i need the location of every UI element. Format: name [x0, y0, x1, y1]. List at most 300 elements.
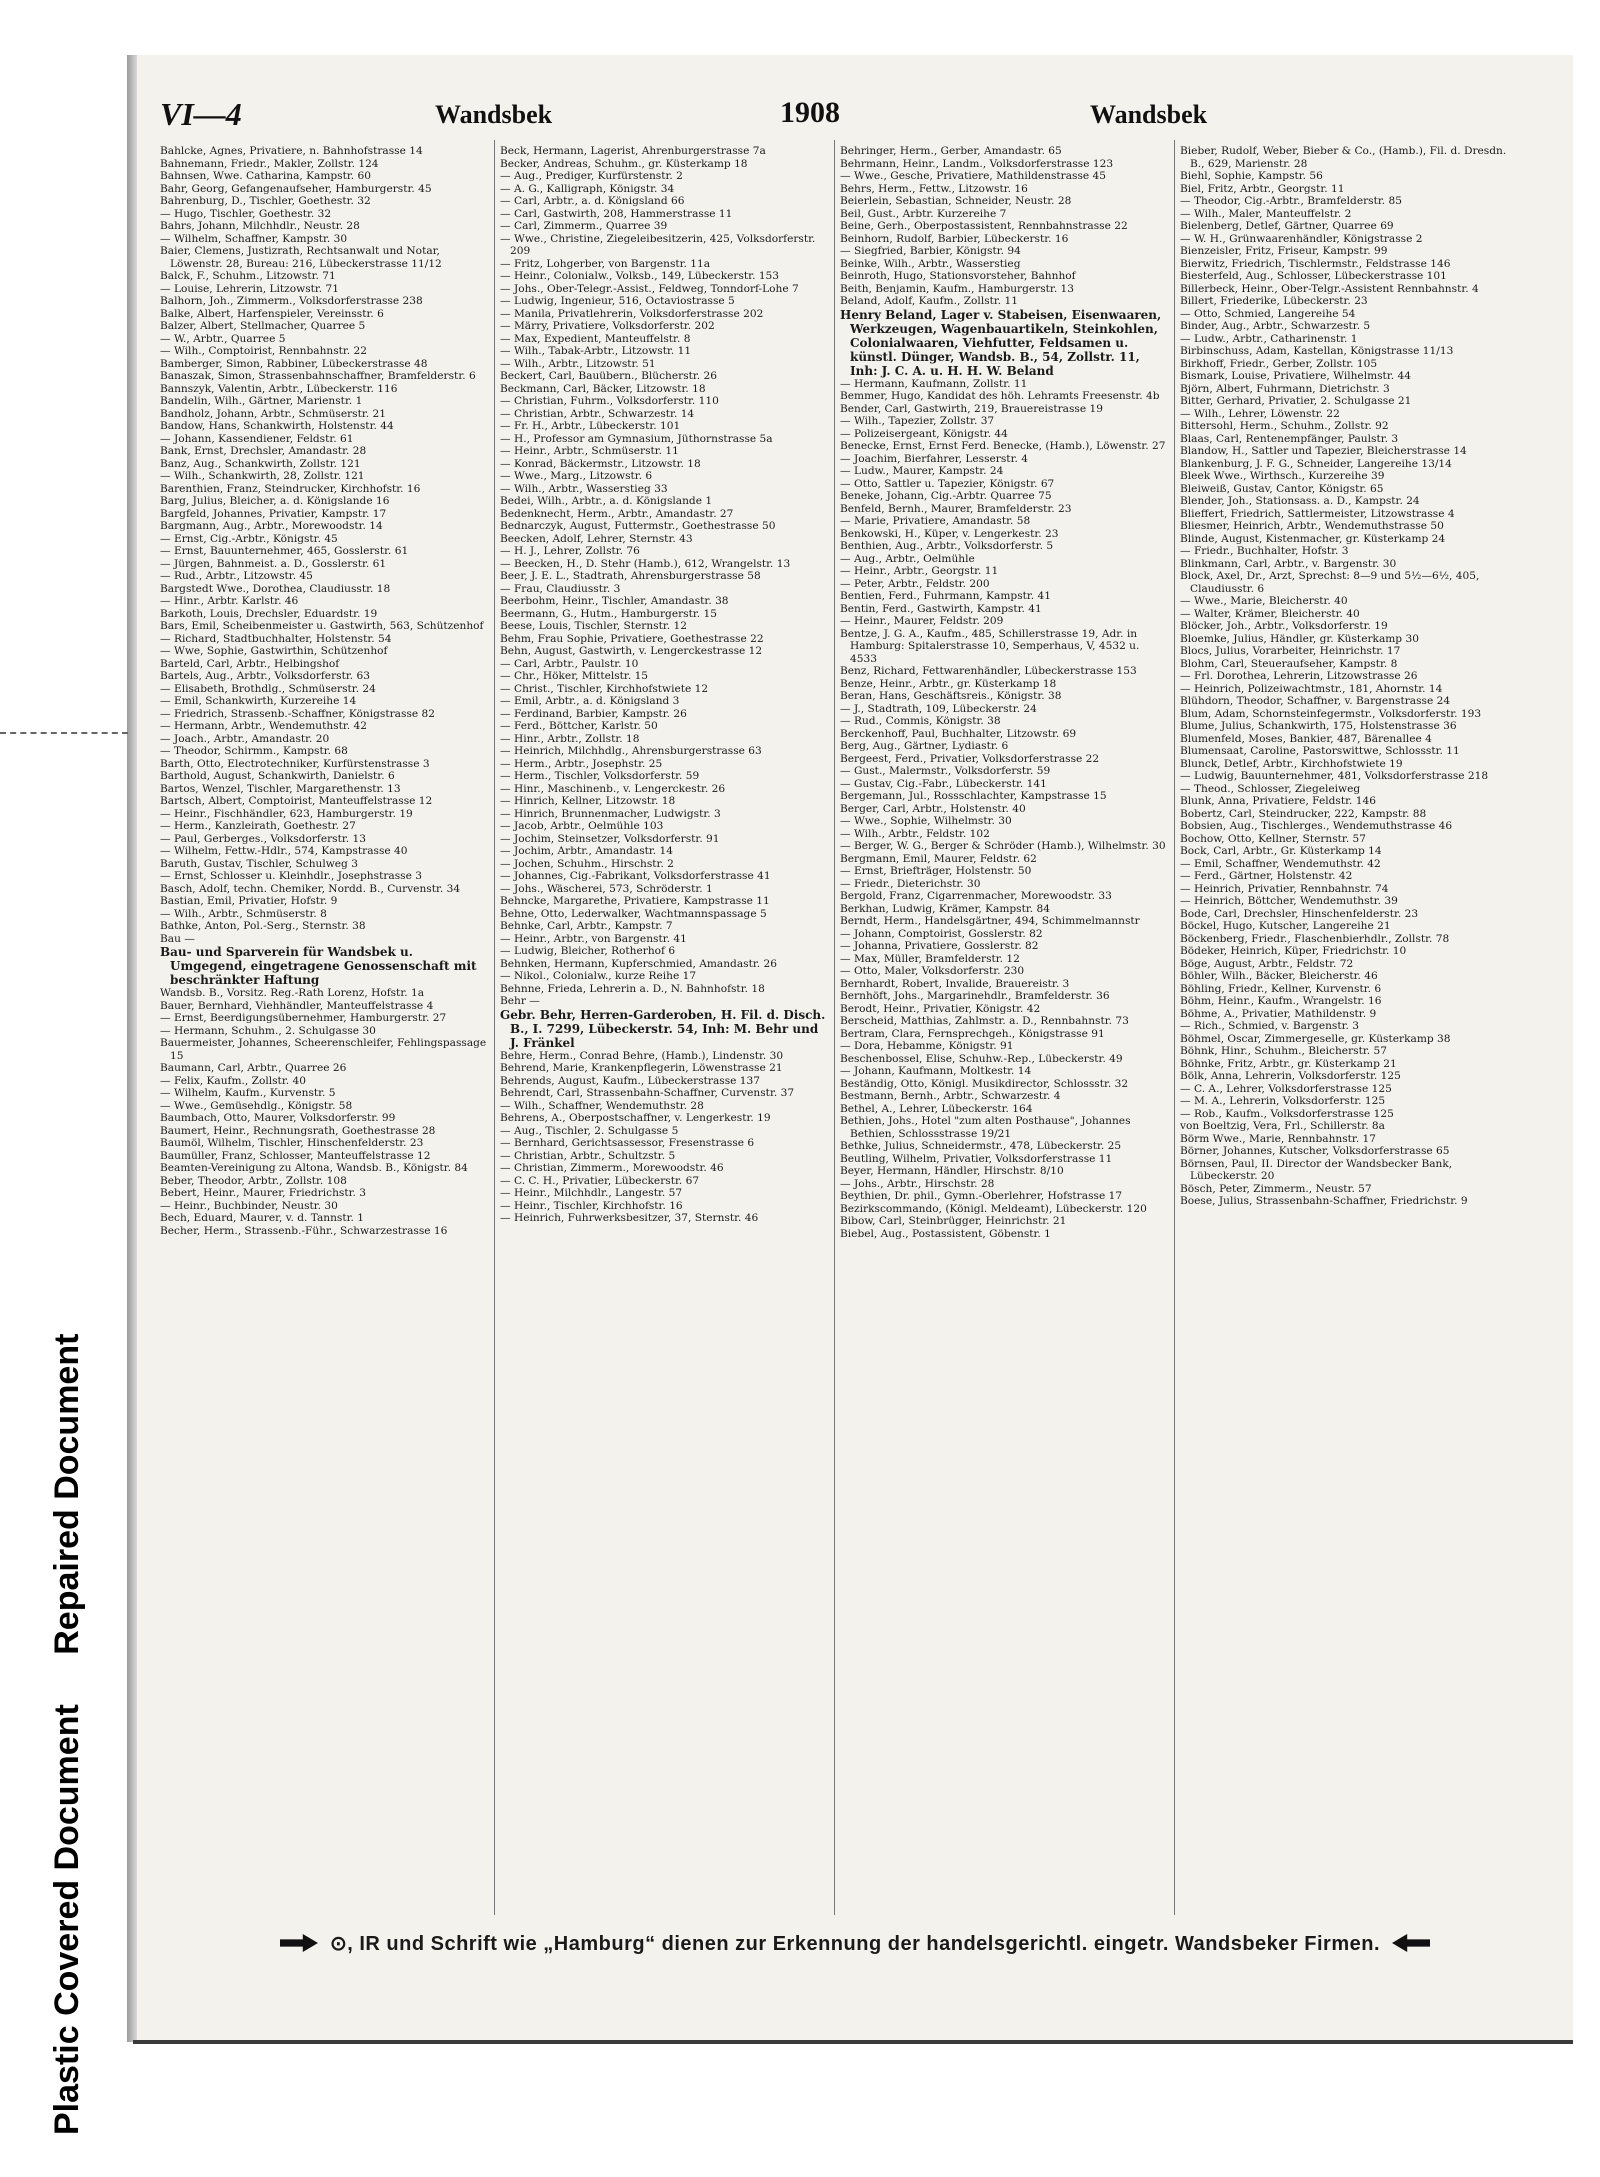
directory-entry: Binder, Aug., Arbtr., Schwarzestr. 5 [1180, 320, 1371, 332]
directory-entry: — Christian, Zimmerm., Morewoodstr. 46 [500, 1162, 724, 1174]
directory-entry: Beerbohm, Heinr., Tischler, Amandastr. 38 [500, 595, 729, 607]
directory-entry: Blöcker, Joh., Arbtr., Volksdorferstr. 19 [1180, 620, 1388, 632]
directory-entry: Berger, Carl, Arbtr., Holstenstr. 40 [840, 802, 1026, 815]
directory-entry: Behnken, Hermann, Kupferschmied, Amandastr. 26 [500, 957, 777, 970]
directory-entry: Beith, Benjamin, Kaufm., Hamburgerstr. 13 [840, 282, 1075, 295]
directory-entry: Bentin, Ferd., Gastwirth, Kampstr. 41 [840, 602, 1042, 615]
directory-entry: — Friedrich, Strassenb.-Schaffner, Königstrasse 82 [160, 707, 435, 720]
directory-entry: Blinde, August, Kistenmacher, gr. Küsterkamp 24 [1180, 532, 1446, 545]
directory-entry: — Emil, Arbtr., a. d. Königsland 3 [500, 695, 680, 707]
directory-entry: — Jochim, Steinsetzer, Volksdorferstr. 91 [500, 832, 720, 845]
directory-entry: — C. C. H., Privatier, Lübeckerstr. 67 [500, 1174, 700, 1187]
directory-entry: — Christian, Arbtr., Schwarzestr. 14 [500, 407, 695, 420]
directory-entry: Beecken, Adolf, Lehrer, Sternstr. 43 [500, 532, 693, 545]
directory-entry: Benfeld, Bernh., Maurer, Bramfelderstr. 23 [840, 502, 1072, 515]
footer-note: ⊙, IR und Schrift wie „Hamburg“ dienen zur Erkennung der handelsgerichtl. eingetr. Wandsbeker Firmen. [329, 1932, 1380, 1955]
page-footer [160, 1925, 1550, 1961]
directory-entry: Beran, Hans, Geschäftsreis., Königstr. 38 [840, 690, 1062, 702]
directory-entry: Bittersohl, Herm., Schuhm., Zollstr. 92 [1180, 420, 1389, 432]
directory-entry: — Max, Expedient, Manteuffelstr. 8 [500, 332, 691, 345]
directory-entry: — Carl, Arbtr., a. d. Königsland 66 [500, 195, 685, 207]
directory-entry: — Heinr., Fischhändler, 623, Hamburgerstr. 19 [160, 807, 413, 820]
directory-entry: — Berger, W. G., Berger & Schröder (Hamb.), Wilhelmstr. 30 [840, 840, 1166, 852]
directory-entry: — Ernst, Schlosser u. Kleinhdlr., Josephstrasse 3 [160, 870, 422, 882]
directory-entry: Bernhardt, Robert, Invalide, Brauereistr. 3 [840, 977, 1070, 990]
directory-entry: — Carl, Zimmerm., Quarree 39 [500, 220, 668, 232]
directory-entry: Beland, Adolf, Kaufm., Zollstr. 11 [840, 295, 1019, 307]
directory-entry: Bleek Wwe., Wirthsch., Kurzereihe 39 [1180, 470, 1385, 482]
directory-entry: Bock, Carl, Arbtr., Gr. Küsterkamp 14 [1180, 845, 1382, 857]
directory-entry: Behrends, August, Kaufm., Lübeckerstrasse 137 [500, 1074, 761, 1087]
directory-entry: — Joachim, Bierfahrer, Lesserstr. 4 [840, 452, 1028, 465]
directory-entry: — Polizeisergeant, Königstr. 44 [840, 427, 1008, 440]
directory-entry: Basch, Adolf, techn. Chemiker, Nordd. B., Curvenstr. 34 [160, 882, 461, 895]
directory-entry: Blumenfeld, Moses, Bankier, 487, Bärenallee 4 [1180, 732, 1432, 745]
cut-line [0, 732, 128, 734]
directory-entry: — Wilh., Tabak-Arbtr., Litzowstr. 11 [500, 345, 692, 357]
directory-entry: — Aug., Arbtr., Oelmühle [840, 552, 975, 565]
directory-entry: Böhling, Friedr., Kellner, Kurvenstr. 6 [1180, 982, 1382, 995]
binding-fold [127, 55, 137, 2042]
running-title-right: Wandsbek [1090, 100, 1208, 129]
directory-entry: — Ernst, Bauunternehmer, 465, Gosslerstr. 61 [160, 545, 409, 557]
directory-entry: Wandsb. B., Vorsitz. Reg.-Rath Lorenz, Hofstr. 1a [160, 987, 425, 999]
directory-entry: Bibow, Carl, Steinbrügger, Heinrichstr. 21 [840, 1215, 1067, 1227]
directory-entry: — Hinr., Maschinenb., v. Lengerckestr. 26 [500, 782, 726, 795]
directory-entry: — Otto, Sattler u. Tapezier, Königstr. 67 [840, 477, 1055, 490]
directory-entry: — Jürgen, Bahnmeist. a. D., Gosslerstr. 61 [160, 557, 387, 570]
directory-entry: Behr — [500, 995, 540, 1007]
directory-entry: Benthien, Aug., Arbtr., Volksdorferstr. 5 [840, 540, 1054, 552]
directory-entry: Blohm, Carl, Steueraufseher, Kampstr. 8 [1180, 657, 1398, 670]
directory-entry: Barenthien, Franz, Steindrucker, Kirchhofstr. 16 [160, 482, 421, 495]
directory-entry: — Emil, Schankwirth, Kurzereihe 14 [160, 695, 357, 707]
directory-entry: — M. A., Lehrerin, Volksdorferstr. 125 [1180, 1095, 1386, 1107]
directory-entry: Bathke, Anton, Pol.-Serg., Sternstr. 38 [160, 920, 366, 932]
directory-entry: Beer, J. E. L., Stadtrath, Ahrensburgerstrasse 58 [500, 570, 761, 582]
directory-entry: Bergemann, Jul., Rossschlachter, Kampstrasse 15 [840, 790, 1107, 802]
directory-entry: — Gustav, Cig.-Fabr., Lübeckerstr. 141 [840, 777, 1047, 790]
directory-entry: — Theodor, Cig.-Arbtr., Bramfelderstr. 85 [1180, 195, 1402, 207]
directory-column-3 [840, 145, 1168, 1915]
directory-entry: Bahnemann, Friedr., Makler, Zollstr. 124 [160, 157, 379, 170]
directory-entry: Henry Beland, Lager v. Stabeisen, Eisenwaaren, Werkzeugen, Wagenbauartikeln, Steinkohlen, Colonialwaaren, Viehfutter, Feldsamen u. künstl. Dünger, Wandsb. B., 54, Zollstr. 11, Inh: J. C. A. u. H. H. W. Beland [840, 307, 1162, 378]
directory-entry: — Wwe., Christine, Ziegeleibesitzerin, 425, Volksdorferstr. 209 [500, 232, 816, 257]
directory-entry: — Heinr., Arbtr., von Bargenstr. 41 [500, 932, 687, 945]
directory-entry: Birbinschuss, Adam, Kastellan, Königstrasse 11/13 [1180, 345, 1454, 357]
directory-entry: Bliesmer, Heinrich, Arbtr., Wendemuthstrasse 50 [1180, 520, 1444, 532]
directory-column-4 [1180, 145, 1508, 1915]
directory-entry: — Heinrich, Polizeiwachtmstr., 181, Ahornstr. 14 [1180, 682, 1443, 695]
directory-entry: — Wwe., Gemüsehdlg., Königstr. 58 [160, 1099, 353, 1112]
directory-entry: Beierlein, Sebastian, Schneider, Neustr. 28 [840, 195, 1072, 207]
directory-entry: Bahlcke, Agnes, Privatiere, n. Bahnhofstrasse 14 [160, 145, 423, 157]
directory-entry: — Wilhelm, Kaufm., Kurvenstr. 5 [160, 1087, 336, 1099]
directory-entry: Behringer, Herm., Gerber, Amandastr. 65 [840, 145, 1062, 157]
directory-entry: Bednarczyk, August, Futtermstr., Goethestrasse 50 [500, 520, 776, 532]
directory-entry: — Johann, Kaufmann, Moltkestr. 14 [840, 1065, 1032, 1077]
directory-entry: Balzer, Albert, Stellmacher, Quarree 5 [160, 320, 366, 332]
directory-entry: Beamten-Vereinigung zu Altona, Wandsb. B., Königstr. 84 [160, 1162, 468, 1174]
directory-entry: Bahrs, Johann, Milchhdlr., Neustr. 28 [160, 220, 360, 232]
directory-entry: — Jochim, Arbtr., Amandastr. 14 [500, 845, 674, 857]
directory-entry: — Heinrich, Privatier, Rennbahnstr. 74 [1180, 882, 1389, 895]
directory-entry: Behnke, Carl, Arbtr., Kampstr. 7 [500, 920, 673, 932]
directory-entry: Bergeest, Ferd., Privatier, Volksdorferstrasse 22 [840, 752, 1100, 765]
directory-entry: — Wilh., Arbtr., Feldstr. 102 [840, 827, 990, 840]
directory-entry: — Hermann, Schuhm., 2. Schulgasse 30 [160, 1024, 376, 1037]
directory-entry: Börner, Johannes, Kutscher, Volksdorferstrasse 65 [1180, 1145, 1450, 1157]
directory-entry: Blühdorn, Theodor, Schaffner, v. Bargenstrasse 24 [1180, 695, 1451, 707]
directory-entry: Boese, Julius, Strassenbahn-Schaffner, Friedrichstr. 9 [1180, 1195, 1468, 1207]
directory-entry: Billert, Friederike, Lübeckerstr. 23 [1180, 295, 1368, 307]
directory-entry: — Heinr., Milchhdlr., Langestr. 57 [500, 1187, 683, 1199]
directory-entry: — Heinr., Maurer, Feldstr. 209 [840, 615, 1004, 627]
directory-entry: Bender, Carl, Gastwirth, 219, Brauereistrasse 19 [840, 402, 1103, 415]
directory-entry: Bethel, A., Lehrer, Lübeckerstr. 164 [840, 1102, 1033, 1115]
page-header [160, 96, 1560, 140]
directory-entry: Behrmann, Heinr., Landm., Volksdorferstrasse 123 [840, 157, 1114, 170]
directory-entry: — Heinr., Tischler, Kirchhofstr. 16 [500, 1199, 683, 1212]
running-title-left: Wandsbek [435, 100, 553, 129]
directory-entry: — Max, Müller, Bramfelderstr. 12 [840, 952, 1020, 965]
directory-entry: — Heinr., Buchbinder, Neustr. 30 [160, 1199, 338, 1212]
directory-entry: Böhm, Heinr., Kaufm., Wrangelstr. 16 [1180, 995, 1382, 1007]
directory-entry: Blankenburg, J. F. G., Schneider, Langereihe 13/14 [1180, 457, 1452, 470]
directory-entry: — W., Arbtr., Quarree 5 [160, 332, 286, 345]
directory-entry: — Friedr., Buchhalter, Hofstr. 3 [1180, 545, 1349, 557]
directory-entry: — Chr., Höker, Mittelstr. 15 [500, 670, 649, 682]
directory-entry: Böhler, Wilh., Bäcker, Bleicherstr. 46 [1180, 970, 1378, 982]
directory-entry: Balke, Albert, Harfenspieler, Vereinsstr. 6 [160, 307, 384, 320]
directory-entry: — Louise, Lehrerin, Litzowstr. 71 [160, 282, 340, 295]
directory-entry: Beber, Theodor, Arbtr., Zollstr. 108 [160, 1174, 347, 1187]
directory-entry: — Ludwig, Bauunternehmer, 481, Volksdorferstrasse 218 [1180, 770, 1489, 782]
directory-entry: Bode, Carl, Drechsler, Hinschenfelderstr. 23 [1180, 907, 1419, 920]
directory-entry: Balhorn, Joh., Zimmerm., Volksdorferstrasse 238 [160, 295, 423, 307]
directory-entry: Bedenknecht, Herm., Arbtr., Amandastr. 27 [500, 507, 734, 520]
directory-entry: Böckel, Hugo, Kutscher, Langereihe 21 [1180, 920, 1391, 932]
directory-entry: — Manila, Privatlehrerin, Volksdorferstrasse 202 [500, 307, 764, 320]
directory-entry: Bloemke, Julius, Händler, gr. Küsterkamp 30 [1180, 632, 1419, 645]
directory-entry: Bleiweiß, Gustav, Cantor, Königstr. 65 [1180, 482, 1384, 495]
directory-entry: — Hinr., Arbtr., Zollstr. 18 [500, 732, 640, 745]
directory-entry: Bierwitz, Friedrich, Tischlermstr., Feldstrasse 146 [1180, 257, 1451, 270]
directory-entry: Beil, Gust., Arbtr. Kurzereihe 7 [840, 207, 1007, 220]
directory-entry: Baumert, Heinr., Rechnungsrath, Goethestrasse 28 [160, 1124, 436, 1137]
directory-entry: Becker, Andreas, Schuhm., gr. Küsterkamp 18 [500, 157, 748, 170]
directory-entry: Berodt, Heinr., Privatier, Königstr. 42 [840, 1002, 1041, 1015]
directory-entry: — Carl, Arbtr., Paulstr. 10 [500, 657, 639, 670]
directory-entry: — Paul, Gerberges., Volksdorferstr. 13 [160, 832, 366, 845]
directory-entry: — Wilh., Comptoirist, Rennbahnstr. 22 [160, 345, 368, 357]
directory-entry: — Heinr., Colonialw., Volksb., 149, Lübeckerstr. 153 [500, 270, 780, 282]
directory-entry: Barthold, August, Schankwirth, Danielstr. 6 [160, 770, 395, 782]
directory-entry: Behrens, A., Oberpostschaffner, v. Lengerkestr. 19 [500, 1112, 771, 1124]
directory-entry: Behrs, Herm., Fettw., Litzowstr. 16 [840, 182, 1028, 195]
directory-entry: Beythien, Dr. phil., Gymn.-Oberlehrer, Hofstrasse 17 [840, 1190, 1123, 1202]
directory-entry: — Wilh., Schaffner, Wendemuthstr. 28 [500, 1099, 704, 1112]
directory-entry: Baruth, Gustav, Tischler, Schulweg 3 [160, 857, 358, 870]
directory-entry: Börnsen, Paul, II. Director der Wandsbecker Bank, Lübeckerstr. 20 [1180, 1157, 1453, 1182]
directory-entry: — Theodor, Schirmm., Kampstr. 68 [160, 745, 348, 757]
directory-entry: — Herm., Arbtr., Josephstr. 25 [500, 757, 663, 770]
side-label [48, 1334, 87, 2135]
directory-entry: — Wilh., Arbtr., Schmüserstr. 8 [160, 907, 327, 920]
directory-entry: Böge, August, Arbtr., Feldstr. 72 [1180, 957, 1354, 970]
directory-entry: — Fritz, Lohgerber, von Bargenstr. 11a [500, 257, 711, 270]
year-heading: 1908 [780, 96, 840, 129]
directory-entry: Behn, August, Gastwirth, v. Lengerckestrasse 12 [500, 645, 763, 657]
directory-entry: — Friedr., Dieterichstr. 30 [840, 877, 981, 890]
directory-entry: Banz, Aug., Schankwirth, Zollstr. 121 [160, 457, 361, 470]
page-number: VI—4 [160, 96, 242, 132]
directory-entry: Bobsien, Aug., Tischlerges., Wendemuthstrasse 46 [1180, 820, 1453, 832]
directory-entry: Behncke, Margarethe, Privatiere, Kampstrasse 11 [500, 895, 770, 907]
directory-entry: Bismark, Louise, Privatiere, Wilhelmstr. 44 [1180, 370, 1411, 382]
directory-entry: Behrend, Marie, Krankenpflegerin, Löwenstrasse 21 [500, 1062, 783, 1074]
directory-entry: Bentien, Ferd., Fuhrmann, Kampstr. 41 [840, 590, 1052, 602]
directory-entry: — Johann, Kassendiener, Feldstr. 61 [160, 432, 354, 445]
directory-entry: Bau — [160, 932, 195, 945]
directory-entry: — Ernst, Briefträger, Holstenstr. 50 [840, 865, 1032, 877]
directory-entry: — Ludwig, Ingenieur, 516, Octaviostrasse 5 [500, 295, 735, 307]
directory-entry: Björn, Albert, Fuhrmann, Dietrichstr. 3 [1180, 382, 1390, 395]
directory-entry: Bochow, Otto, Kellner, Sternstr. 57 [1180, 832, 1367, 845]
directory-entry: Benz, Richard, Fettwarenhändler, Lübeckerstrasse 153 [840, 665, 1137, 677]
directory-entry: — Bernhard, Gerichtsassessor, Fresenstrasse 6 [500, 1137, 755, 1149]
directory-entry: — Ferd., Böttcher, Karlstr. 50 [500, 720, 658, 732]
directory-entry: Bahrenburg, D., Tischler, Goethestr. 32 [160, 195, 371, 207]
directory-entry: Bahnsen, Wwe. Catharina, Kampstr. 60 [160, 170, 371, 182]
directory-entry: Börm Wwe., Marie, Rennbahnstr. 17 [1180, 1132, 1377, 1145]
directory-entry: Bargfeld, Johannes, Privatier, Kampstr. 17 [160, 507, 387, 520]
directory-entry: — Heinr., Arbtr., Georgstr. 11 [840, 565, 999, 577]
directory-entry: Bienzeisler, Fritz, Friseur, Kampstr. 99 [1180, 245, 1388, 257]
directory-entry: Bitter, Gerhard, Privatier, 2. Schulgasse 21 [1180, 395, 1412, 407]
directory-entry: Banaszak, Simon, Strassenbahnschaffner, Bramfelderstr. 6 [160, 370, 476, 382]
directory-entry: — Wilhelm, Schaffner, Kampstr. 30 [160, 232, 348, 245]
directory-entry: — Wilh., Arbtr., Wasserstieg 33 [500, 482, 668, 495]
directory-entry: Birkhoff, Friedr., Gerber, Zollstr. 105 [1180, 357, 1378, 370]
directory-entry: Bauermeister, Johannes, Scheerenschleifer, Fehlingspassage 15 [160, 1037, 487, 1062]
directory-entry: Böckenberg, Friedr., Flaschenbierhdlr., Zollstr. 78 [1180, 932, 1450, 945]
directory-entry: Blandow, H., Sattler und Tapezier, Bleicherstrasse 14 [1180, 445, 1467, 457]
directory-entry: Biel, Fritz, Arbtr., Georgstr. 11 [1180, 182, 1345, 195]
directory-entry: Bieber, Rudolf, Weber, Bieber & Co., (Hamb.), Fil. d. Dresdn. B., 629, Marienstr. 28 [1180, 145, 1507, 170]
directory-entry: — Wilh., Lehrer, Löwenstr. 22 [1180, 407, 1340, 420]
directory-entry: Beckmann, Carl, Bäcker, Litzowstr. 18 [500, 382, 706, 395]
directory-entry: — Johs., Arbtr., Hirschstr. 28 [840, 1177, 995, 1190]
directory-entry: — Otto, Schmied, Langereihe 54 [1180, 307, 1356, 320]
directory-entry: — Heinrich, Böttcher, Wendemuthstr. 39 [1180, 895, 1398, 907]
directory-entry: Blunck, Detlef, Arbtr., Kirchhofstwiete 19 [1180, 757, 1403, 770]
directory-entry: — Wilh., Maler, Manteuffelstr. 2 [1180, 207, 1352, 220]
directory-entry: Barth, Otto, Electrotechniker, Kurfürstenstrasse 3 [160, 757, 430, 770]
directory-entry: — H. J., Lehrer, Zollstr. 76 [500, 545, 640, 557]
directory-entry: Baier, Clemens, Justizrath, Rechtsanwalt und Notar, Löwenstr. 28, Bureau: 216, Lübeckerstrasse 11/12 [160, 245, 442, 270]
directory-entry: Bentze, J. G. A., Kaufm., 485, Schillerstrasse 19, Adr. in Hamburg: Spitalerstrasse 10, Semperhaus, V, 4532 u. 4533 [840, 627, 1140, 665]
directory-entry: — Hermann, Kaufmann, Zollstr. 11 [840, 377, 1028, 390]
directory-entry: Bandelin, Wilh., Gärtner, Marienstr. 1 [160, 395, 363, 407]
directory-entry: Beinke, Wilh., Arbtr., Wasserstieg [840, 257, 1021, 270]
directory-entry: Böhme, A., Privatier, Mathildenstr. 9 [1180, 1007, 1377, 1020]
directory-entry: Böhmel, Oscar, Zimmergeselle, gr. Küsterkamp 38 [1180, 1032, 1451, 1045]
directory-entry: Bestmann, Bernh., Arbtr., Schwarzestr. 4 [840, 1090, 1061, 1102]
directory-entry: Blaas, Carl, Rentenempfänger, Paulstr. 3 [1180, 432, 1399, 445]
directory-entry: Beständig, Otto, Königl. Musikdirector, Schlossstr. 32 [840, 1077, 1129, 1090]
directory-entry: Behrendt, Carl, Strassenbahn-Schaffner, Curvenstr. 37 [500, 1087, 795, 1099]
directory-columns [160, 145, 1560, 1915]
directory-entry: Benze, Heinr., Arbtr., gr. Küsterkamp 18 [840, 677, 1057, 690]
directory-entry: Bargmann, Aug., Arbtr., Morewoodstr. 14 [160, 520, 383, 532]
directory-entry: Bödeker, Heinrich, Küper, Friedrichstr. 10 [1180, 945, 1407, 957]
directory-entry: — H., Professor am Gymnasium, Jüthornstrasse 5a [500, 432, 773, 445]
directory-entry: Bethke, Julius, Schneidermstr., 478, Lübeckerstr. 25 [840, 1140, 1122, 1152]
directory-entry: — Wilh., Schankwirth, 28, Zollstr. 121 [160, 470, 365, 482]
directory-entry: Bebert, Heinr., Maurer, Friedrichstr. 3 [160, 1187, 366, 1199]
directory-entry: Biebel, Aug., Postassistent, Göbenstr. 1 [840, 1227, 1051, 1240]
directory-entry: — Walter, Krämer, Bleicherstr. 40 [1180, 607, 1360, 620]
directory-entry: — Theod., Schlosser, Ziegeleiweg [1180, 782, 1361, 795]
directory-entry: Blinkmann, Carl, Arbtr., v. Bargenstr. 30 [1180, 557, 1397, 570]
directory-entry: — Marie, Privatiere, Amandastr. 58 [840, 515, 1031, 527]
directory-entry: — Nikol., Colonialw., kurze Reihe 17 [500, 970, 697, 982]
directory-entry: — Rud., Commis, Königstr. 38 [840, 715, 1001, 727]
directory-entry: Bartels, Aug., Arbtr., Volksdorferstr. 63 [160, 670, 370, 682]
directory-entry: — Ludw., Maurer, Kampstr. 24 [840, 465, 1004, 477]
directory-entry: Bobertz, Carl, Steindrucker, 222, Kampstr. 88 [1180, 807, 1427, 820]
directory-entry: Beine, Gerh., Oberpostassistent, Rennbahnstrasse 22 [840, 220, 1128, 232]
directory-entry: Berndt, Herm., Handelsgärtner, 494, Schimmelmannstr [840, 915, 1140, 927]
directory-entry: Barkoth, Louis, Drechsler, Eduardstr. 19 [160, 607, 378, 620]
directory-entry: — Fr. H., Arbtr., Lübeckerstr. 101 [500, 420, 681, 432]
directory-entry: — Johanna, Privatiere, Gosslerstr. 82 [840, 940, 1039, 952]
directory-entry: — Wilh., Arbtr., Litzowstr. 51 [500, 357, 656, 370]
directory-entry: — Ernst, Cig.-Arbtr., Königstr. 45 [160, 532, 338, 545]
directory-entry: Blocs, Julius, Vorarbeiter, Heinrichstr. 17 [1180, 645, 1401, 657]
directory-entry: — Konrad, Bäckermstr., Litzowstr. 18 [500, 457, 701, 470]
directory-entry: Benecke, Ernst, Ernst Ferd. Benecke, (Hamb.), Löwenstr. 27 [840, 440, 1166, 452]
directory-entry: — Hinrich, Kellner, Litzowstr. 18 [500, 795, 676, 807]
directory-entry: Bösch, Peter, Zimmerm., Neustr. 57 [1180, 1182, 1372, 1195]
directory-entry: Blunk, Anna, Privatiere, Feldstr. 146 [1180, 795, 1376, 807]
directory-entry: Böhnk, Hinr., Schuhm., Bleicherstr. 57 [1180, 1045, 1387, 1057]
page-bottom-edge [133, 2040, 1573, 2044]
directory-entry: Beck, Hermann, Lagerist, Ahrenburgerstrasse 7a [500, 145, 766, 157]
directory-entry: — A. G., Kalligraph, Königstr. 34 [500, 182, 675, 195]
directory-entry: Bandholz, Johann, Arbtr., Schmüserstr. 21 [160, 407, 386, 420]
directory-entry: Bandow, Hans, Schankwirth, Holstenstr. 44 [160, 420, 394, 432]
directory-entry: — Johannes, Cig.-Fabrikant, Volksdorferstrasse 41 [500, 870, 771, 882]
directory-entry: — Rob., Kaufm., Volksdorferstrasse 125 [1180, 1107, 1394, 1120]
directory-entry: Bethien, Johs., Hotel "zum alten Posthause", Johannes Bethien, Schlossstrasse 19/21 [840, 1115, 1131, 1140]
directory-entry: Bech, Eduard, Maurer, v. d. Tannstr. 1 [160, 1212, 364, 1224]
directory-entry: Bau- und Sparverein für Wandsbek u. Umgegend, eingetragene Genossenschaft mit beschränkter Haftung [160, 945, 477, 987]
directory-entry: Berg, Aug., Gärtner, Lydiastr. 6 [840, 740, 1009, 752]
directory-entry: Beermann, G., Hutm., Hamburgerstr. 15 [500, 607, 717, 620]
directory-entry: Bielenberg, Detlef, Gärtner, Quarree 69 [1180, 220, 1394, 232]
directory-entry: Bargstedt Wwe., Dorothea, Claudiusstr. 18 [160, 582, 391, 595]
directory-entry: Biesterfeld, Aug., Schlosser, Lübeckerstrasse 101 [1180, 270, 1447, 282]
directory-entry: — Peter, Arbtr., Feldstr. 200 [840, 577, 990, 590]
directory-entry: Bedei, Wilh., Arbtr., a. d. Königslande 1 [500, 495, 713, 507]
directory-entry: — Felix, Kaufm., Zollstr. 40 [160, 1074, 306, 1087]
directory-entry: — Christian, Fuhrm., Volksdorferstr. 110 [500, 395, 719, 407]
directory-column-2 [500, 145, 828, 1915]
directory-entry: — Johann, Comptoirist, Gosslerstr. 82 [840, 927, 1043, 940]
directory-entry: von Boeltzig, Vera, Frl., Schillerstr. 8a [1180, 1120, 1385, 1132]
directory-entry: — Johs., Wäscherei, 573, Schröderstr. 1 [500, 882, 713, 895]
directory-entry: — Beecken, H., D. Stehr (Hamb.), 612, Wrangelstr. 13 [500, 557, 791, 570]
directory-entry: Bernhöft, Johs., Margarinehdlr., Bramfelderstr. 36 [840, 990, 1110, 1002]
directory-entry: Beutling, Wilhelm, Privatier, Volksdorferstrasse 11 [840, 1152, 1113, 1165]
directory-entry: Bergold, Franz, Cigarrenmacher, Morewoodstr. 33 [840, 890, 1112, 902]
directory-entry: — Wwe., Gesche, Privatiere, Mathildenstrasse 45 [840, 170, 1107, 182]
directory-entry: Beschenbossel, Elise, Schuhw.-Rep., Lübeckerstr. 49 [840, 1052, 1123, 1065]
directory-entry: — Rud., Arbtr., Litzowstr. 45 [160, 570, 313, 582]
directory-entry: Blender, Joh., Stationsass. a. D., Kampstr. 24 [1180, 495, 1420, 507]
directory-entry: — Frl. Dorothea, Lehrerin, Litzowstrasse 26 [1180, 670, 1418, 682]
directory-entry: — Herm., Tischler, Volksdorferstr. 59 [500, 770, 700, 782]
directory-entry: Balck, F., Schuhm., Litzowstr. 71 [160, 270, 336, 282]
directory-entry: Bergmann, Emil, Maurer, Feldstr. 62 [840, 852, 1037, 865]
directory-entry: Bauer, Bernhard, Viehhändler, Manteuffelstrasse 4 [160, 999, 434, 1012]
directory-entry: — Rich., Schmied, v. Bargenstr. 3 [1180, 1020, 1359, 1032]
directory-entry: — Dora, Hebamme, Königstr. 91 [840, 1040, 1014, 1052]
pointing-hand-icon [280, 1934, 318, 1952]
directory-entry: — W. H., Grünwaarenhändler, Königstrasse 2 [1180, 232, 1423, 245]
directory-entry: Block, Axel, Dr., Arzt, Sprechst: 8—9 und 5½—6½, 405, Claudiusstr. 6 [1180, 570, 1480, 595]
directory-entry: Behne, Otto, Lederwalker, Wachtmannspassage 5 [500, 907, 767, 920]
directory-entry: Baumüller, Franz, Schlosser, Manteuffelstrasse 12 [160, 1149, 431, 1162]
directory-entry: — Hinrich, Brunnenmacher, Ludwigstr. 3 [500, 807, 721, 820]
directory-entry: Baumann, Carl, Arbtr., Quarree 26 [160, 1062, 347, 1074]
directory-entry: Berscheid, Matthias, Zahlmstr. a. D., Rennbahnstr. 73 [840, 1015, 1129, 1027]
directory-entry: Behnne, Frieda, Lehrerin a. D., N. Bahnhofstr. 18 [500, 982, 765, 995]
directory-entry: Billerbeck, Heinr., Ober-Telgr.-Assistent Rennbahnstr. 4 [1180, 282, 1479, 295]
side-label-plastic: Plastic Covered Document [48, 1704, 86, 2135]
directory-entry: — Frau, Claudiusstr. 3 [500, 582, 621, 595]
directory-entry: Berckenhoff, Paul, Buchhalter, Litzowstr. 69 [840, 727, 1077, 740]
directory-entry: Blumensaat, Caroline, Pastorswittwe, Schlossstr. 11 [1180, 745, 1460, 757]
directory-entry: Bartos, Wenzel, Tischler, Margarethenstr. 13 [160, 782, 401, 795]
directory-entry: Behre, Herm., Conrad Behre, (Hamb.), Lindenstr. 30 [500, 1049, 784, 1062]
directory-entry: Bartsch, Albert, Comptoirist, Manteuffelstrasse 12 [160, 795, 433, 807]
directory-entry: Bannszyk, Valentin, Arbtr., Lübeckerstr. 116 [160, 382, 398, 395]
directory-entry: Beinhorn, Rudolf, Barbier, Lübeckerstr. 16 [840, 232, 1069, 245]
directory-entry: Berkhan, Ludwig, Krämer, Kampstr. 84 [840, 902, 1050, 915]
directory-entry: Barg, Julius, Bleicher, a. d. Königslande 16 [160, 495, 390, 507]
directory-entry: Bastian, Emil, Privatier, Hofstr. 9 [160, 895, 338, 907]
directory-column-1 [160, 145, 488, 1915]
directory-entry: — Aug., Prediger, Kurfürstenstr. 2 [500, 170, 683, 182]
directory-entry: — Wwe., Marie, Bleicherstr. 40 [1180, 595, 1348, 607]
directory-entry: — Herm., Kanzleirath, Goethestr. 27 [160, 820, 356, 832]
directory-entry: — Ludwig, Bleicher, Rotherhof 6 [500, 945, 676, 957]
directory-entry: Bertram, Clara, Fernsprechgeh., Königstrasse 91 [840, 1027, 1105, 1040]
directory-entry: — Jacob, Arbtr., Oelmühle 103 [500, 820, 664, 832]
directory-entry: Benkowski, H., Küper, v. Lengerkestr. 23 [840, 527, 1059, 540]
directory-entry: — Märry, Privatiere, Volksdorferstr. 202 [500, 320, 715, 332]
side-label-repaired: Repaired Document [48, 1333, 86, 1655]
directory-entry: Bank, Ernst, Drechsler, Amandastr. 28 [160, 445, 367, 457]
directory-entry: — Hugo, Tischler, Goethestr. 32 [160, 207, 332, 220]
directory-entry: — Richard, Stadtbuchhalter, Holstenstr. 54 [160, 632, 392, 645]
directory-entry: — Wwe., Marg., Litzowstr. 6 [500, 470, 653, 482]
directory-entry: Beyer, Hermann, Händler, Hirschstr. 8/10 [840, 1165, 1064, 1177]
directory-entry: Behm, Frau Sophie, Privatiere, Goethestrasse 22 [500, 632, 764, 645]
